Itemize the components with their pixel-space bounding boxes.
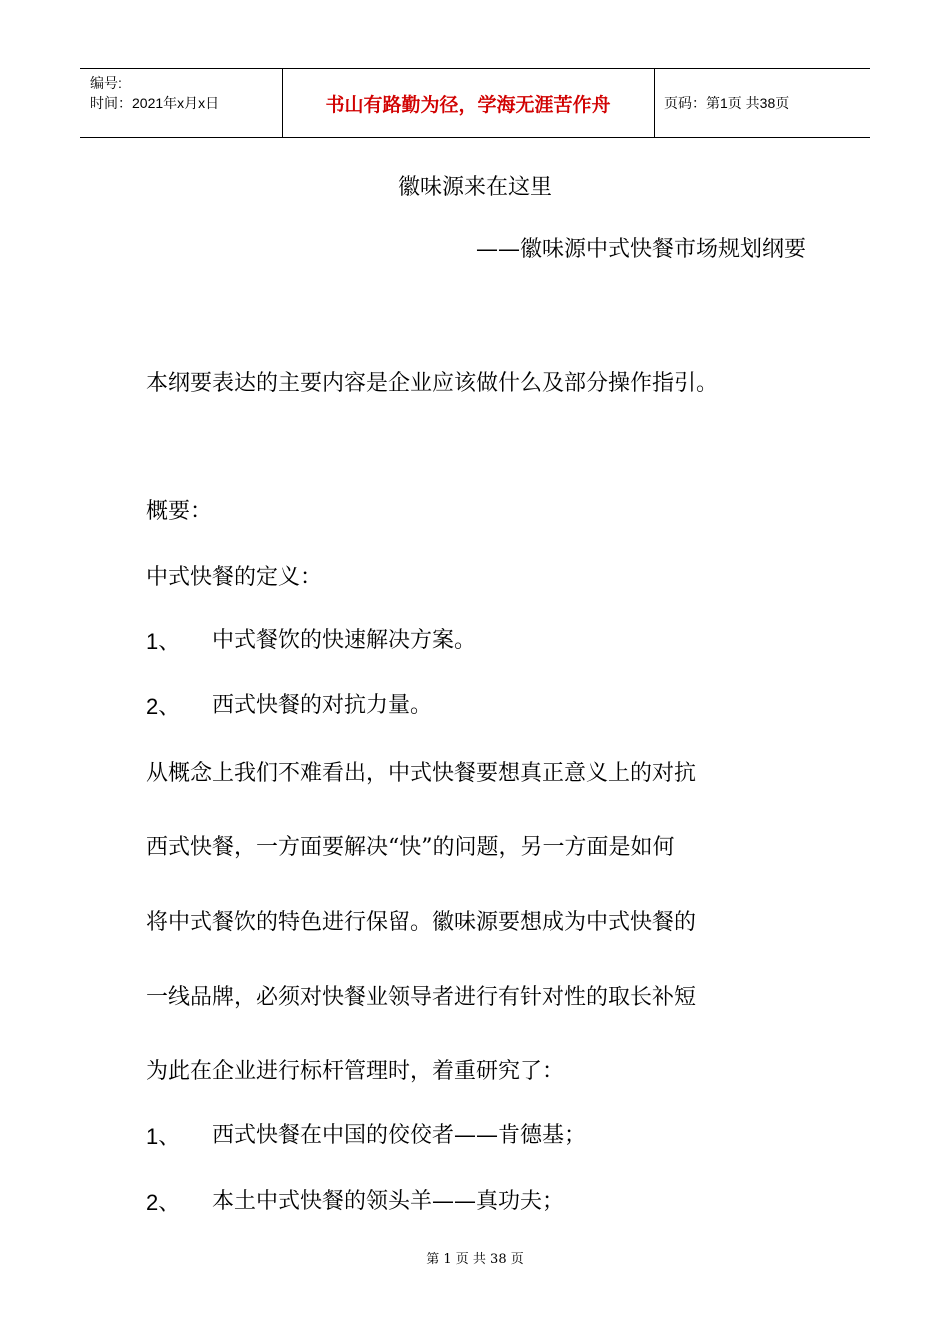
list-number: 1、: [146, 1124, 181, 1149]
header-meta: [90, 73, 219, 113]
list-number: 2、: [146, 694, 181, 719]
list-item: 西式快餐的对抗力量。: [212, 693, 433, 718]
document-title: 徽味源来在这里: [397, 175, 552, 200]
list-item: 西式快餐在中国的佼佼者——肯德基；: [212, 1123, 587, 1148]
list-number: 2、: [146, 1190, 181, 1215]
paragraph-line: 西式快餐，一方面要解决“快”的问题，另一方面是如何: [146, 835, 675, 860]
paragraph-line: 一线品牌，必须对快餐业领导者进行有针对性的取长补短: [146, 985, 697, 1010]
time-label: 时间：2021年x月x日: [90, 95, 220, 111]
summary-label: 概要：: [146, 499, 213, 524]
header-divider: [654, 69, 655, 137]
list-item: 中式餐饮的快速解决方案。: [212, 628, 477, 653]
list-item: 本土中式快餐的领头羊——真功夫；: [212, 1189, 565, 1214]
page-footer: 第 1 页 共 38 页: [426, 1252, 524, 1267]
document-header: [80, 68, 870, 138]
header-motto: 书山有路勤为径，学海无涯苦作舟: [325, 93, 611, 116]
definition-label: 中式快餐的定义：: [146, 565, 323, 590]
header-page-info: 页码：第1页 共38页: [664, 95, 790, 111]
paragraph-line: 将中式餐饮的特色进行保留。徽味源要想成为中式快餐的: [146, 910, 697, 935]
intro-paragraph: 本纲要表达的主要内容是企业应该做什么及部分操作指引。: [146, 371, 719, 396]
paragraph-line: 为此在企业进行标杆管理时，着重研究了：: [146, 1059, 565, 1084]
document-subtitle: ——徽味源中式快餐市场规划纲要: [475, 237, 806, 262]
paragraph-line: 从概念上我们不难看出，中式快餐要想真正意义上的对抗: [146, 761, 697, 786]
number-label: 编号:: [90, 75, 122, 91]
list-number: 1、: [146, 629, 181, 654]
